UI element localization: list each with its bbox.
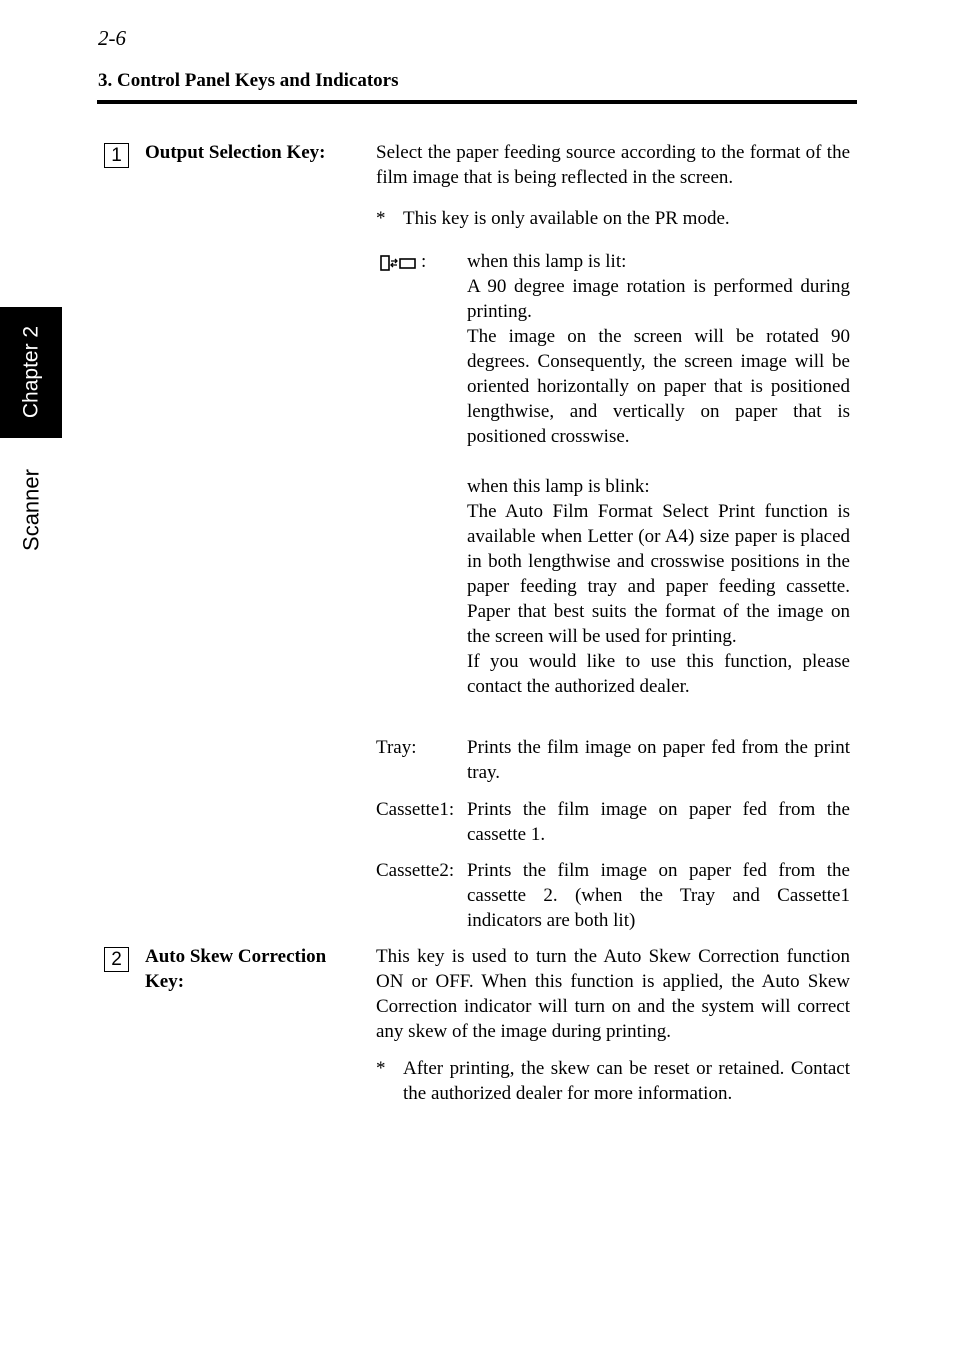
- blink-line-1: The Auto Film Format Select Print function is available when Letter (or A4) size paper is placed in both lengthwise and crosswise positions in the paper feeding tray and paper feeding cassette. Paper that best suits the format of the image on the screen will be used for printing.: [467, 501, 850, 647]
- source-def-cassette2: Prints the film image on paper fed from the cassette 2. (when the Tray and Cassette1 indicators are both lit): [467, 860, 850, 931]
- key-description: Select the paper feeding source according to the format of the film image that is being reflected in the screen.: [376, 142, 850, 188]
- section-title: 3. Control Panel Keys and Indicators: [98, 70, 399, 91]
- lit-heading: when this lamp is lit:: [467, 251, 627, 272]
- chapter-tab-label: Chapter 2: [19, 325, 43, 419]
- blink-heading: when this lamp is blink:: [467, 476, 650, 497]
- rotation-lamp-icon: [379, 254, 421, 272]
- key-name: Auto Skew Correction Key:: [145, 946, 327, 992]
- source-term-tray: Tray:: [376, 737, 417, 758]
- note-text: This key is only available on the PR mode.: [403, 208, 730, 229]
- section-tab-label: Scanner: [18, 469, 44, 551]
- lamp-blink-description: [467, 474, 850, 699]
- note-asterisk: *: [376, 1058, 386, 1079]
- item-number-box: 1: [104, 143, 129, 168]
- source-term-cassette2: Cassette2:: [376, 860, 455, 881]
- lit-line-1: A 90 degree image rotation is performed during printing.: [467, 276, 850, 322]
- page-number: 2-6: [98, 26, 126, 50]
- source-def-tray: Prints the film image on paper fed from the print tray.: [467, 737, 850, 783]
- rotation-colon: :: [421, 251, 427, 272]
- lit-line-2: The image on the screen will be rotated 90 degrees. Consequently, the screen image will be oriented horizontally on paper that is positioned lengthwise, and vertically on paper that is positioned crosswise.: [467, 326, 850, 447]
- blink-line-2: If you would like to use this function, please contact the authorized dealer.: [467, 651, 850, 697]
- header-rule: [97, 100, 857, 104]
- note-asterisk: *: [376, 208, 386, 229]
- source-term-cassette1: Cassette1:: [376, 799, 455, 820]
- item-number-box: 2: [104, 947, 129, 972]
- source-def-cassette1: Prints the film image on paper fed from the cassette 1.: [467, 799, 850, 845]
- key-description: This key is used to turn the Auto Skew Correction function ON or OFF. When this function is applied, the Auto Skew Correction indicator will turn on and the system will correct any skew of the image during printing.: [376, 946, 850, 1042]
- key-name: Output Selection Key:: [145, 142, 326, 163]
- note-text: After printing, the skew can be reset or retained. Contact the authorized dealer for more information.: [403, 1058, 850, 1104]
- lamp-lit-description: [467, 249, 850, 449]
